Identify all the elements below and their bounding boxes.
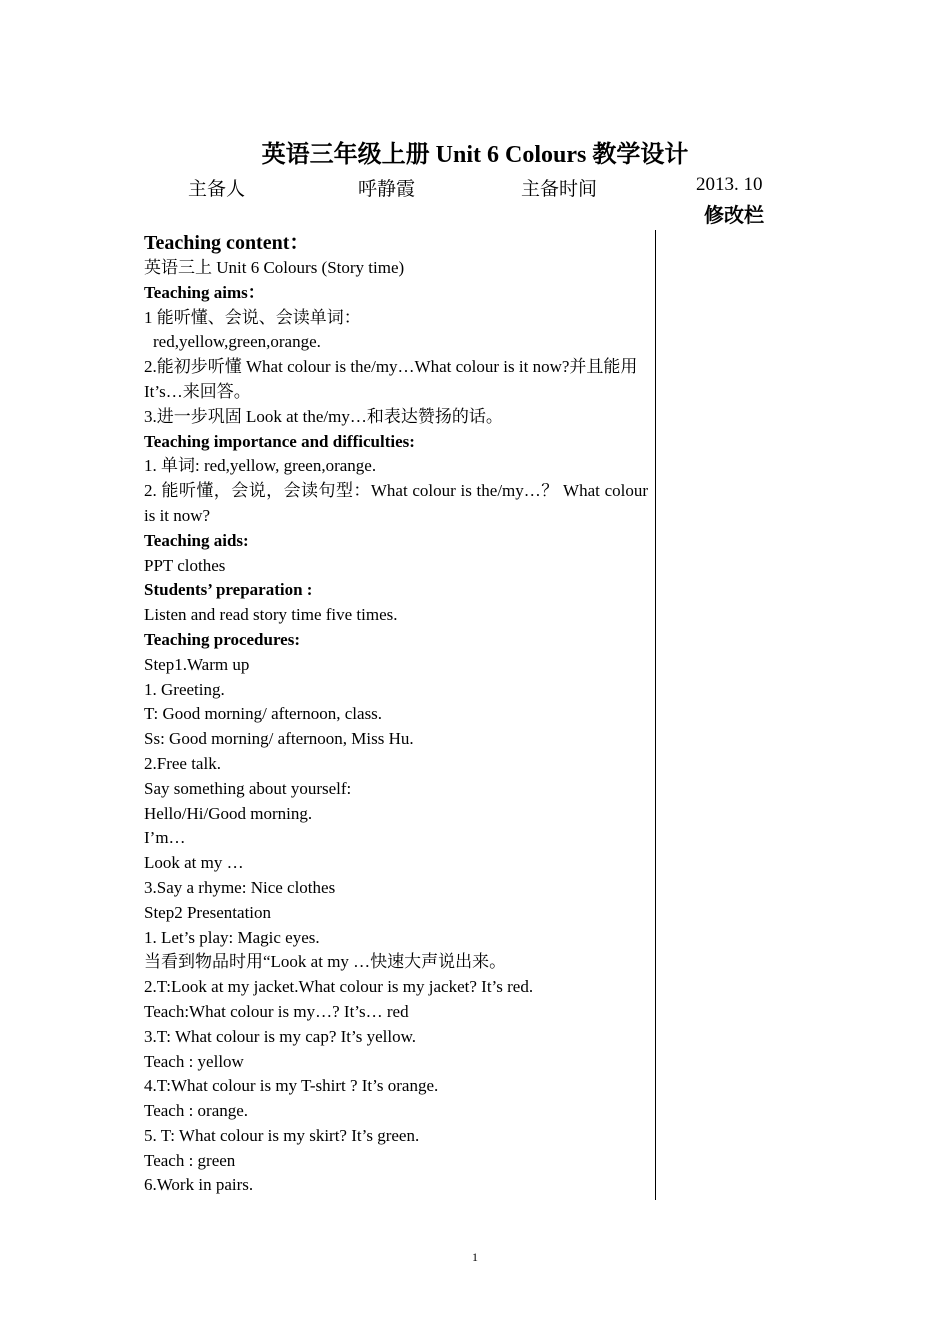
preparer-label: 主备人 [188,179,246,200]
procedure-line: 当看到物品时用“Look at my …快速大声说出来。 [144,952,507,972]
teaching-aims-heading: Teaching aims： [144,282,265,302]
prep-time-label: 主备时间 [521,179,598,200]
procedure-line: 3.T: What colour is my cap? It’s yellow. [144,1026,417,1046]
lesson-content [144,230,648,1198]
procedure-line: Ss: Good morning/ afternoon, Miss Hu. [144,729,414,749]
teaching-aids-text: PPT clothes [144,555,226,575]
procedure-line: 2.Free talk. [144,753,221,773]
procedure-line: Say something about yourself: [144,778,352,798]
procedure-line: 2.T:Look at my jacket.What colour is my jacket? It’s red. [144,977,534,997]
teaching-aim-3: 3.进一步巩固 Look at the/my…和表达赞扬的话。 [144,406,503,426]
teaching-aids-heading: Teaching aids: [144,530,249,550]
procedures-heading: Teaching procedures: [144,629,301,649]
procedure-line: Teach : yellow [144,1051,244,1071]
procedure-line: 1. Let’s play: Magic eyes. [144,927,320,947]
revision-column-label: 修改栏 [704,203,764,227]
procedure-line: Teach : orange. [144,1101,249,1121]
procedure-line: 5. T: What colour is my skirt? It’s green. [144,1125,420,1145]
teaching-aim-1-words: red,yellow,green,orange. [153,332,321,352]
students-preparation-heading: Students’ preparation : [144,580,313,600]
procedure-line: Look at my … [144,853,244,873]
procedure-line: I’m… [144,828,186,848]
procedure-line: 6.Work in pairs. [144,1175,254,1195]
procedure-line: Step1.Warm up [144,654,250,674]
students-preparation-text: Listen and read story time five times. [144,605,398,625]
procedure-line: 1. Greeting. [144,679,225,699]
teaching-content-text: 英语三上 Unit 6 Colours (Story time) [144,258,405,277]
procedure-line: Teach : green [144,1150,236,1170]
page-number: 1 [472,1250,478,1264]
teaching-aim-2: 2.能初步听懂 What colour is the/my…What colour is it now?并且能用 It’s…来回答。 [144,357,638,401]
teaching-content-heading: Teaching content： [144,232,310,254]
importance-heading: Teaching importance and difficulties: [144,431,415,451]
procedure-line: 3.Say a rhyme: Nice clothes [144,877,336,897]
procedures-list [144,653,648,1199]
importance-item-2: 2. 能听懂，会说，会读句型：What colour is the/my…？ What colour is it now? [144,481,648,525]
procedure-line: T: Good morning/ afternoon, class. [144,704,383,724]
teaching-aim-1: 1 能听懂、会说、会读单词： [144,307,361,327]
importance-item-1: 1. 单词: red,yellow, green,orange. [144,456,377,476]
prep-time-value: 2013. 10 [696,174,763,195]
procedure-line: Teach:What colour is my…? It’s… red [144,1001,409,1021]
column-divider [655,230,656,1200]
procedure-line: 4.T:What colour is my T-shirt ? It’s orange. [144,1076,439,1096]
procedure-line: Hello/Hi/Good morning. [144,803,313,823]
preparer-name: 呼静霞 [358,179,416,200]
document-title: 英语三年级上册 Unit 6 Colours 教学设计 [261,142,689,168]
procedure-line: Step2 Presentation [144,902,272,922]
